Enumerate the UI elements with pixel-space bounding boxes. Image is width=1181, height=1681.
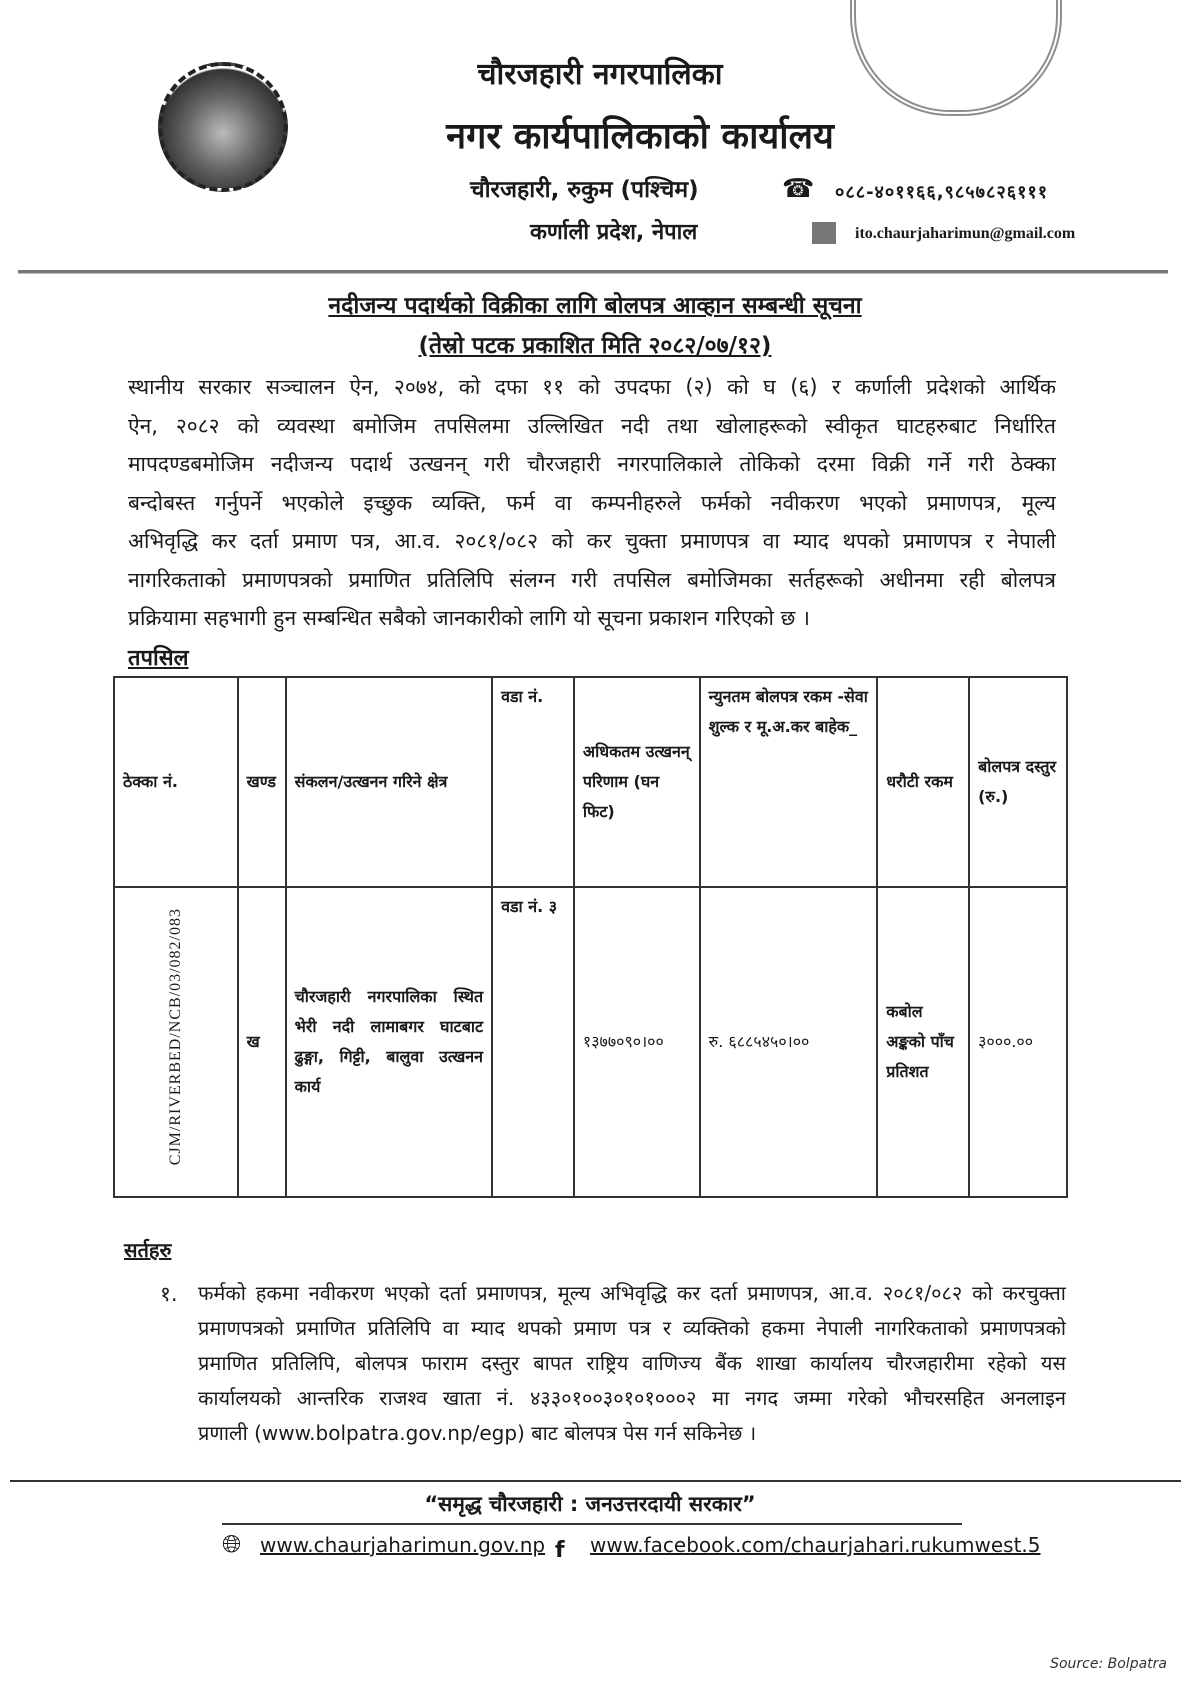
condition-line: प्रमाणित प्रतिलिपि, बोलपत्र फाराम दस्तुर बापत राष्ट्रिय वाणिज्य बैंक शाखा कार्यालय चौरजहारीमा रहेको यस (198, 1351, 1066, 1375)
deposit: कबोल अङ्कको पाँच प्रतिशत (877, 887, 969, 1197)
table-row (114, 887, 1067, 1197)
contract-no: CJM/RIVERBED/NCB/03/082/083 (166, 908, 184, 1166)
facebook-link[interactable]: www.facebook.com/chaurjahari.rukumwest.5 (590, 1533, 1041, 1557)
footer-divider (10, 1480, 1181, 1482)
col-section: खण्ड (238, 677, 286, 887)
table-header-row (114, 677, 1067, 887)
notice-body (128, 368, 1056, 638)
condition-number: १. (160, 1282, 178, 1306)
condition-line: प्रमाणपत्रको प्रमाणित प्रतिलिपि वा म्याद थपको प्रमाण पत्र र व्यक्तिको हकमा नेपाली नागरिकताको प्रमाणपत्रको (198, 1316, 1066, 1340)
col-ward: वडा नं. (492, 677, 574, 887)
col-area: संकलन/उत्खनन गरिने क्षेत्र (286, 677, 492, 887)
body-line: ऐन, २०८२ को व्यवस्था बमोजिम तपसिलमा उल्लिखित नदी तथा खोलाहरूको स्वीकृत घाटहरुबाट निर्धारित (128, 413, 1056, 438)
max-volume: १३७७०९०।०० (574, 887, 700, 1197)
notice-title: नदीजन्य पदार्थको विक्रीका लागि बोलपत्र आव्हान सम्बन्धी सूचना (328, 293, 862, 319)
email-icon (812, 222, 836, 244)
condition-line: फर्मको हकमा नवीकरण भएको दर्ता प्रमाणपत्र, मूल्य अभिवृद्धि कर दर्ता प्रमाणपत्र, आ.व. २०८१/०८२ को करचुक्ता (198, 1281, 1066, 1305)
body-line: अभिवृद्धि कर दर्ता प्रमाण पत्र, आ.व. २०८१/०८२ को कर चुक्ता प्रमाणपत्र वा म्याद थपको प्रमाणपत्र र नेपाली (128, 529, 1056, 553)
condition-text (198, 1276, 1066, 1451)
nepal-government-emblem (158, 62, 288, 192)
motto-divider (222, 1523, 962, 1525)
municipality-name: चौरजहारी नगरपालिका (477, 57, 723, 92)
header-divider (18, 270, 1168, 274)
schedule-heading: तपसिल (128, 646, 189, 671)
globe-icon: 🌐︎ (222, 1530, 242, 1558)
address-line-2: कर्णाली प्रदेश, नेपाल (530, 220, 698, 245)
col-contract-no: ठेक्का नं. (114, 677, 238, 887)
phone-number: ०८८-४०११६६,९८५७८२६१११ (835, 182, 1049, 203)
fee: ३०००.०० (969, 887, 1067, 1197)
body-line: मापदण्डबमोजिम नदीजन्य पदार्थ उत्खनन् गरी चौरजहारी नगरपालिकाले तोकिको दरमा विक्री गर्ने गरी ठेक्का (128, 452, 1056, 476)
ward: वडा नं. ३ (492, 887, 574, 1197)
col-fee: बोलपत्र दस्तुर (रु.) (969, 677, 1067, 887)
source-credit: Source: Bolpatra (1050, 1656, 1167, 1672)
schedule-table (113, 676, 1068, 1198)
col-max-volume: अधिकतम उत्खनन् परिणाम (घन फिट) (574, 677, 700, 887)
phone-icon: ☎ (782, 174, 815, 204)
website-link[interactable]: www.chaurjaharimun.gov.np (260, 1533, 546, 1557)
address-line-1: चौरजहारी, रुकुम (पश्चिम) (470, 177, 699, 203)
condition-line: कार्यालयको आन्तरिक राजश्व खाता नं. ४३३०१००३०१०१०००२ मा नगद जम्मा गरेको भौचरसहित अनलाइन (198, 1386, 1066, 1410)
body-line: प्रक्रियामा सहभागी हुन सम्बन्धित सबैको जानकारीको लागि यो सूचना प्रकाशन गरिएको छ । (128, 606, 810, 630)
body-line: बन्दोबस्त गर्नुपर्ने भएकोले इच्छुक व्यक्ति, फर्म वा कम्पनीहरुले फर्मको नवीकरण भएको प्रमाणपत्र, मूल्य (128, 490, 1056, 515)
facebook-icon: f (555, 1538, 565, 1563)
footer-motto: “समृद्ध चौरजहारी : जनउत्तरदायी सरकार” (424, 1492, 756, 1516)
area: चौरजहारी नगरपालिका स्थित भेरी नदी लामाबगर घाटबाट ढुङ्गा, गिट्टी, बालुवा उत्खनन कार्य (286, 887, 492, 1197)
conditions-heading: सर्तहरु (124, 1238, 172, 1262)
min-bid: रु. ६८८५४५०।०० (700, 887, 878, 1197)
condition-line: प्रणाली (www.bolpatra.gov.np/egp) बाट बोलपत्र पेस गर्न सकिनेछ । (198, 1421, 757, 1445)
email-address: ito.chaurjaharimun@gmail.com (855, 225, 1076, 242)
body-line: नागरिकताको प्रमाणपत्रको प्रमाणित प्रतिलिपि संलग्न गरी तपसिल बमोजिमका सर्तहरूको अधीनमा रही बोलपत्र (128, 567, 1056, 592)
body-line: स्थानीय सरकार सञ्चालन ऐन, २०७४, को दफा ११ को उपदफा (२) को घ (६) र कर्णाली प्रदेशको आर्थिक (128, 375, 1056, 399)
col-min-bid: न्युनतम बोलपत्र रकम -सेवा शुल्क र मू.अ.कर बाहेक_ (700, 677, 878, 887)
col-deposit: धरौटी रकम (877, 677, 969, 887)
notice-subtitle: (तेस्रो पटक प्रकाशित मिति २०८२/०७/१२) (418, 333, 772, 359)
section: ख (238, 887, 286, 1197)
office-name: नगर कार्यपालिकाको कार्यालय (446, 116, 834, 157)
